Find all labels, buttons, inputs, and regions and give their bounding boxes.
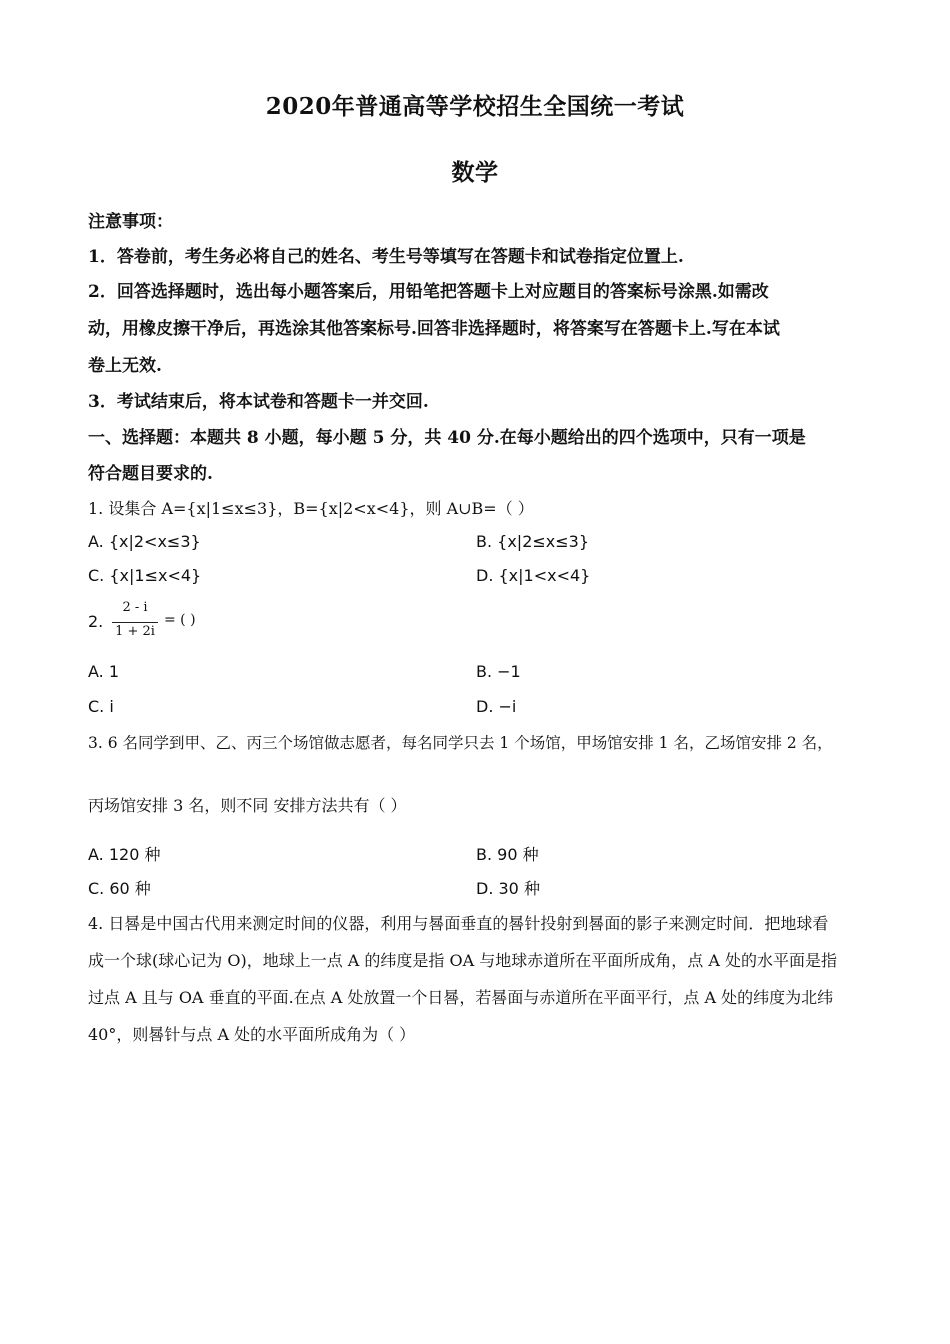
question-3-option-b: B. 90 种 <box>476 845 539 864</box>
question-1-stem: 1. 设集合 A={x|1≤x≤3}，B={x|2<x<4}，则 A∪B=（ ） <box>88 499 534 518</box>
notice-item-3: 3．考试结束后，将本试卷和答题卡一并交回. <box>88 392 429 412</box>
subject-title: 数学 <box>451 159 499 186</box>
question-2-stem <box>88 600 288 646</box>
section-heading-line-1: 一、选择题：本题共 8 小题，每小题 5 分，共 40 分.在每小题给出的四个选项中，只有一项是 <box>88 428 806 448</box>
question-1-option-c: C. {x|1≤x<4} <box>88 566 202 585</box>
question-2-option-c: C. i <box>88 697 114 716</box>
notice-item-2-line-3: 卷上无效. <box>88 356 162 376</box>
question-2-option-b: B. −1 <box>476 662 521 681</box>
question-2-option-d: D. −i <box>476 697 517 716</box>
question-3-option-d: D. 30 种 <box>476 879 540 898</box>
section-heading-line-2: 符合题目要求的. <box>88 464 213 484</box>
question-3-line-1: 3. 6 名同学到甲、乙、丙三个场馆做志愿者，每名同学只去 1 个场馆，甲场馆安排 1 名，乙场馆安排 2 名， <box>88 734 833 752</box>
question-4-line-2: 成一个球(球心记为 O)，地球上一点 A 的纬度是指 OA 与地球赤道所在平面所成角，点 A 处的水平面是指 <box>88 951 837 970</box>
question-1-option-b: B. {x|2≤x≤3} <box>476 532 590 551</box>
exam-title: 2020年普通高等学校招生全国统一考试 <box>265 93 685 120</box>
question-1-option-a: A. {x|2<x≤3} <box>88 532 201 551</box>
question-2-tail: = ( ) <box>164 612 196 628</box>
question-2-number: 2. <box>88 612 104 631</box>
question-4-line-1: 4. 日晷是中国古代用来测定时间的仪器，利用与晷面垂直的晷针投射到晷面的影子来测定时间．把地球看 <box>88 914 829 933</box>
question-4-line-4: 40°，则晷针与点 A 处的水平面所成角为（ ） <box>88 1025 416 1044</box>
fraction <box>112 600 158 646</box>
notice-item-2-line-1: 2．回答选择题时，选出每小题答案后，用铅笔把答题卡上对应题目的答案标号涂黑.如需改 <box>88 282 769 302</box>
question-2-option-a: A. 1 <box>88 662 120 681</box>
notice-heading: 注意事项： <box>88 212 173 232</box>
question-4-line-3: 过点 A 且与 OA 垂直的平面.在点 A 处放置一个日晷，若晷面与赤道所在平面平行，点 A 处的纬度为北纬 <box>88 988 834 1007</box>
question-1-option-d: D. {x|1<x<4} <box>476 566 591 585</box>
question-3-line-2: 丙场馆安排 3 名，则不同 安排方法共有（ ） <box>88 796 407 815</box>
fraction-bar <box>112 622 158 623</box>
question-3-option-c: C. 60 种 <box>88 879 151 898</box>
fraction-denominator: 1 + 2i <box>115 624 155 639</box>
notice-item-1: 1．答卷前，考生务必将自己的姓名、考生号等填写在答题卡和试卷指定位置上. <box>88 247 684 267</box>
fraction-numerator: 2 - i <box>122 600 148 615</box>
question-3-option-a: A. 120 种 <box>88 845 161 864</box>
notice-item-2-line-2: 动，用橡皮擦干净后，再选涂其他答案标号.回答非选择题时，将答案写在答题卡上.写在本试 <box>88 319 780 339</box>
